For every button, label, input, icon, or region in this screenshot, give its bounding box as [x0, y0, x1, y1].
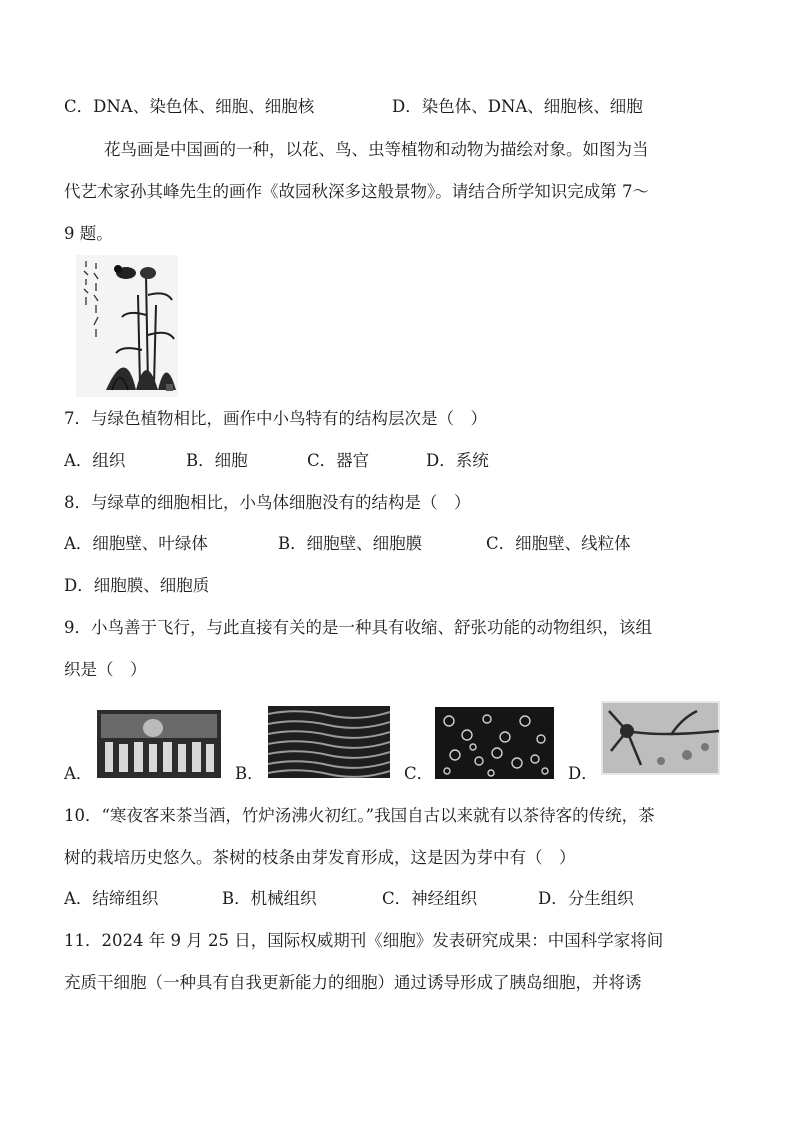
option-prev-c: C．DNA、染色体、细胞、细胞核	[64, 97, 315, 116]
option-prev-d: D．染色体、DNA、细胞核、细胞	[392, 97, 643, 116]
q9-tissue-image-d	[601, 701, 720, 775]
q7-option-b: B．细胞	[186, 451, 248, 470]
q7-stem: 7．与绿色植物相比，画作中小鸟特有的结构层次是（ ）	[64, 409, 487, 428]
q9-tissue-image-a	[97, 710, 221, 778]
q9-tissue-image-c	[435, 707, 554, 779]
q9-stem-line-2: 织是（ ）	[64, 660, 147, 679]
q8-stem: 8．与绿草的细胞相比，小鸟体细胞没有的结构是（ ）	[64, 493, 471, 512]
q7-option-d: D．系统	[426, 451, 489, 470]
q10-stem-line-1: 10．“寒夜客来茶当酒，竹炉汤沸火初红。”我国自古以来就有以茶待客的传统，茶	[64, 806, 655, 825]
q8-option-c: C．细胞壁、线粒体	[486, 534, 631, 553]
intro-line-1: 花鸟画是中国画的一种，以花、鸟、虫等植物和动物为描绘对象。如图为当	[104, 140, 649, 159]
q7-option-c: C．器官	[307, 451, 370, 470]
q9-option-c: C．	[404, 764, 434, 783]
q10-option-a: A．结缔组织	[64, 889, 159, 908]
q10-option-c: C．神经组织	[382, 889, 478, 908]
q7-option-a: A．组织	[64, 451, 126, 470]
q9-option-a: A．	[64, 764, 93, 783]
q9-option-b: B．	[235, 764, 264, 783]
q10-option-d: D．分生组织	[538, 889, 634, 908]
q9-option-d: D．	[568, 764, 598, 783]
q8-option-b: B．细胞壁、细胞膜	[278, 534, 423, 553]
q8-option-d: D．细胞膜、细胞质	[64, 576, 210, 595]
q11-stem-line-1: 11．2024 年 9 月 25 日，国际权威期刊《细胞》发表研究成果：中国科学家将间	[64, 931, 664, 950]
q11-stem-line-2: 充质干细胞（一种具有自我更新能力的细胞）通过诱导形成了胰岛细胞，并将诱	[64, 973, 642, 992]
q10-option-b: B．机械组织	[222, 889, 317, 908]
intro-line-2: 代艺术家孙其峰先生的画作《故园秋深多这般景物》。请结合所学知识完成第 7～	[64, 182, 649, 201]
q8-option-a: A．细胞壁、叶绿体	[64, 534, 208, 553]
bird-flower-painting	[76, 255, 178, 397]
q9-tissue-image-b	[268, 706, 390, 778]
q10-stem-line-2: 树的栽培历史悠久。茶树的枝条由芽发育形成，这是因为芽中有（ ）	[64, 848, 576, 867]
q9-stem-line-1: 9．小鸟善于飞行，与此直接有关的是一种具有收缩、舒张功能的动物组织，该组	[64, 618, 652, 637]
intro-line-3: 9 题。	[64, 224, 113, 243]
